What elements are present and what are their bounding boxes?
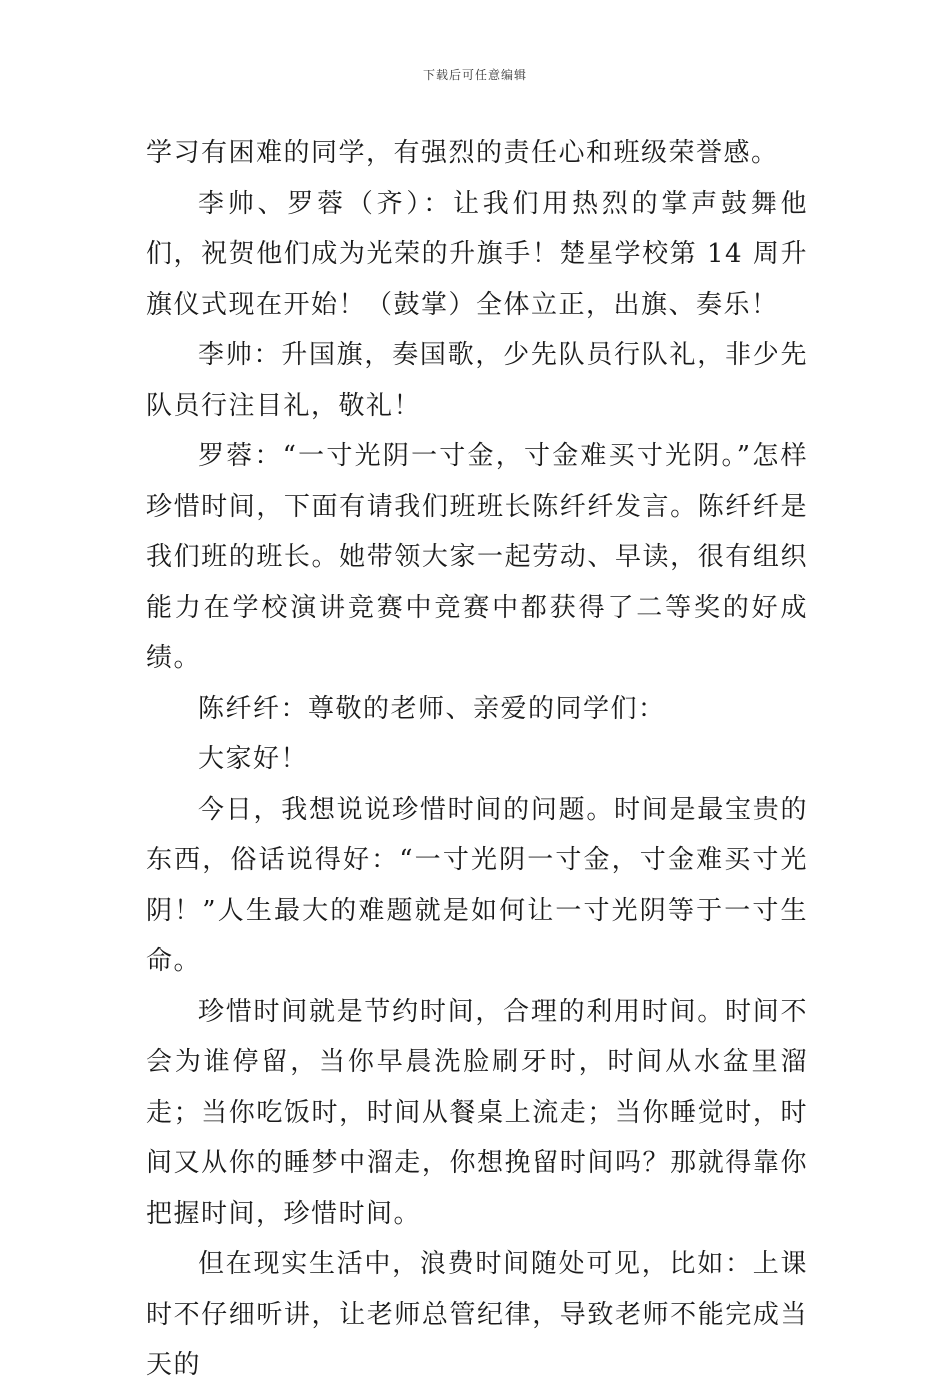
page-header: 下载后可任意编辑 bbox=[422, 68, 527, 82]
paragraph-5: 陈纤纤：尊敬的老师、亲爱的同学们： bbox=[198, 693, 666, 724]
paragraph-2: 李帅、罗蓉（齐）：让我们用热烈的掌声鼓舞他们，祝贺他们成为光荣的升旗手！楚星学校第 14 周升旗仪式现在开始！（鼓掌）全体立正，出旗、奏乐！ bbox=[146, 188, 808, 320]
paragraph-1: 学习有困难的同学，有强烈的责任心和班级荣誉感。 bbox=[146, 138, 779, 168]
paragraph-9: 但在现实生活中，浪费时间随处可见，比如：上课时不仔细听讲，让老师总管纪律，导致老师不能完成当天的 bbox=[146, 1249, 808, 1380]
paragraph-4: 罗蓉：“一寸光阴一寸金，寸金难买寸光阴。”怎样珍惜时间，下面有请我们班班长陈纤纤发言。陈纤纤是我们班的班长。她带领大家一起劳动、早读，很有组织能力在学校演讲竞赛中竞赛中都获得了二等奖的好成绩。 bbox=[146, 441, 808, 673]
paragraph-8: 珍惜时间就是节约时间，合理的利用时间。时间不会为谁停留，当你早晨洗脸刷牙时，时间从水盆里溜走；当你吃饭时，时间从餐桌上流走；当你睡觉时，时间又从你的睡梦中溜走，你想挽留时间吗？那就得靠你把握时间，珍惜时间。 bbox=[146, 996, 808, 1229]
paragraph-7: 今日，我想说说珍惜时间的问题。时间是最宝贵的东西，俗话说得好：“一寸光阴一寸金，寸金难买寸光阴！”人生最大的难题就是如何让一寸光阴等于一寸生命。 bbox=[146, 794, 808, 976]
paragraph-3: 李帅：升国旗，奏国歌，少先队员行队礼，非少先队员行注目礼，敬礼！ bbox=[146, 340, 808, 421]
document-body bbox=[146, 128, 808, 1391]
paragraph-6: 大家好！ bbox=[198, 744, 309, 774]
